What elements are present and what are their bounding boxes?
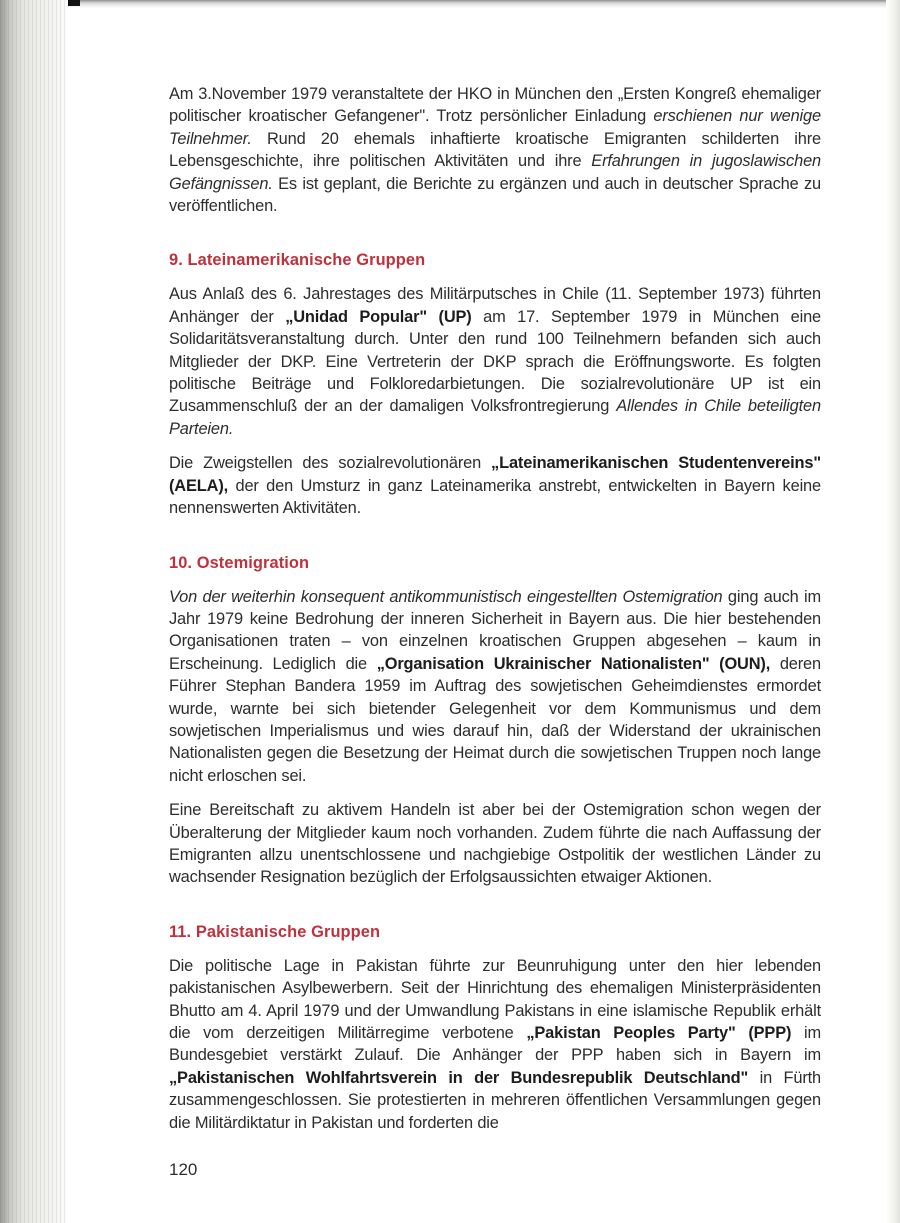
section10-paragraph-2: Eine Bereitschaft zu aktivem Handeln ist aber bei der Ostemigration schon wegen der Überalterung der Mitglieder kaum noch vorhanden. Zudem führte die nach Auffassung der Emigranten allzu unentschlossene und nachgiebige Ostpolitik der westlichen Länder zu wachsender Resignation bezüglich der Erfolgsaussichten etwaiger Aktionen. — [169, 801, 821, 887]
text-run: am 17. September 1979 in München eine Solidaritätsveranstaltung durch. Unter den rund 100 Teilnehmern befanden sich auch Mitglieder der DKP. Eine Vertreterin der DKP sprach die Eröffnungsworte. Es folgten politische Beiträge und Folkloredarbietungen. Die sozialrevolutionäre UP ist ein Zusammenschluß der an der damaligen Volksfrontregierung — [169, 307, 822, 416]
section9-paragraph-1 — [169, 283, 821, 440]
section-heading-9: 9. Lateinamerikanische Gruppen — [169, 251, 426, 270]
intro-paragraph — [169, 83, 821, 217]
text-run: Es ist geplant, die Berichte zu ergänzen und auch in deutscher Sprache zu veröffentlichen. — [169, 174, 821, 216]
text-run: der den Umsturz in ganz Lateinamerika anstrebt, entwickelten in Bayern keine nennenswerten Aktivitäten. — [169, 476, 821, 518]
italic-text-run: Von der weiterhin konsequent antikommunistisch eingestellten Ostemigration — [169, 587, 723, 606]
text-run: Die politische Lage in Pakistan führte zur Beunruhigung unter den hier lebenden pakistanischen Asylbewerbern. Seit der Hinrichtung des ehemaligen Ministerpräsidenten Bhutto am 4. April 1979 und der Umwandlung Pakistans in eine islamische Republik erhält die vom derzeitigen Militärregime verbotene — [169, 956, 821, 1042]
page-number: 120 — [169, 1160, 198, 1179]
bold-organization-name: „Pakistan Peoples Party" (PPP) — [526, 1024, 792, 1042]
text-run: Die Zweigstellen des sozialrevolutionären — [169, 454, 492, 473]
bold-organization-name: „Pakistanischen Wohlfahrtsverein in der Bundesrepublik Deutschland" — [169, 1068, 749, 1087]
italic-text-run: Erfahrungen in jugoslawischen Gefängnissen. — [169, 152, 821, 193]
text-run: ging auch im Jahr 1979 keine Bedrohung der inneren Sicherheit in Bayern aus. Die hier bestehenden Organisationen traten – von einzelnen kroatischen Gruppen abgesehen – kaum in Erscheinung. Lediglich die — [169, 587, 821, 673]
bold-organization-name: „Unidad Popular" (UP) — [285, 307, 472, 326]
section10-paragraph-1 — [169, 586, 821, 788]
italic-text-run: Allendes in Chile beteiligten Parteien. — [169, 397, 821, 438]
book-page-edge — [0, 0, 68, 1223]
text-run: Rund 20 ehemals inhaftierte kroatische Emigranten schilderten ihre Lebensgeschichte, ihre politischen Aktivitäten und ihre — [169, 129, 821, 171]
section-heading-11: 11. Pakistanische Gruppen — [169, 922, 381, 941]
bold-organization-name: „Organisation Ukrainischer Nationalisten" (OUN), — [376, 654, 771, 673]
section-heading-10: 10. Ostemigration — [169, 553, 310, 572]
section11-paragraph-1 — [169, 955, 821, 1134]
text-run: deren Führer Stephan Bandera 1959 im Auftrag des sowjetischen Geheimdienstes ermordet wurde, warnte bei sich bietender Gelegenheit vor dem Kommunismus und dem sowjetischen Imperialismus und wies darauf hin, daß der Widerstand der ukrainischen Nationalisten gegen die Besetzung der Heimat durch die sowjetischen Truppen noch lange nicht erloschen sei. — [169, 654, 821, 785]
section9-paragraph-2 — [169, 452, 821, 519]
text-run: im Bundesgebiet verstärkt Zulauf. Die Anhänger der PPP haben sich in Bayern im — [169, 1024, 821, 1065]
text-run: Am 3.November 1979 veranstaltete der HKO in München den „Ersten Kongreß ehemaliger politischer kroatischer Gefangener". Trotz persönlicher Einladung — [169, 85, 821, 126]
italic-text-run: erschienen nur wenige Teilnehmer. — [169, 107, 821, 148]
page-top-shadow — [0, 0, 900, 8]
bold-organization-name: „Lateinamerikanischen Studentenvereins" (AELA), — [169, 454, 821, 495]
text-run: in Fürth zusammengeschlossen. Sie protestierten in mehreren öffentlichen Versammlungen gegen die Militärdiktatur in Pakistan und forderten die — [169, 1068, 822, 1132]
text-run: Aus Anlaß des 6. Jahrestages des Militärputsches in Chile (11. September 1973) führten Anhänger der — [169, 285, 821, 326]
page-body — [169, 83, 821, 1134]
page-right-edge — [886, 0, 900, 1223]
